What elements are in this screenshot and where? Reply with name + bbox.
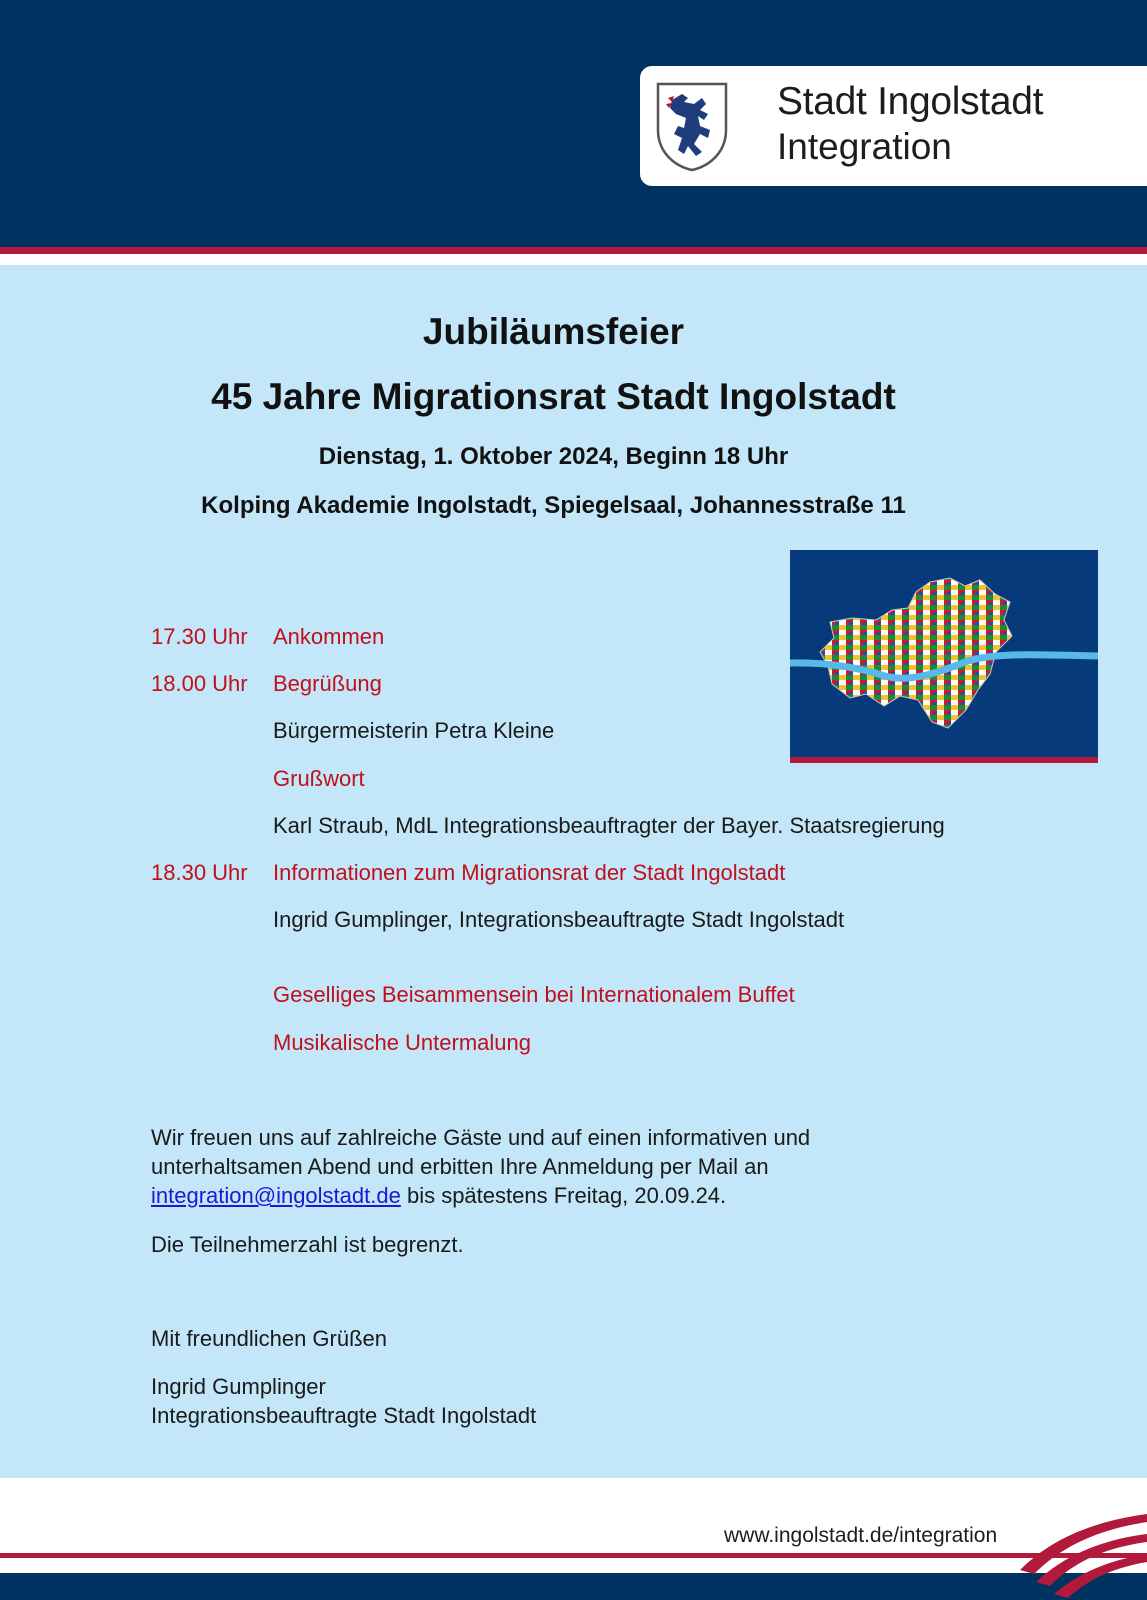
participant-limit-note: Die Teilnehmerzahl ist begrenzt. — [151, 1232, 464, 1257]
flag-map-illustration — [790, 550, 1098, 757]
program-time: 18.30 Uhr — [151, 860, 248, 885]
image-red-stripe — [790, 757, 1098, 763]
event-venue: Kolping Akademie Ingolstadt, Spiegelsaal, Johannesstraße 11 — [201, 492, 906, 519]
footer-navy-bar — [0, 1573, 1147, 1600]
program-time: 18.00 Uhr — [151, 671, 248, 696]
signatory-block — [151, 1372, 536, 1430]
city-logo — [640, 66, 1147, 186]
flag-map-image — [790, 550, 1098, 757]
header-red-stripe — [0, 247, 1147, 254]
program-item: Begrüßung — [273, 671, 382, 696]
signatory-role: Integrationsbeauftragte Stadt Ingolstadt — [151, 1403, 537, 1428]
event-date: Dienstag, 1. Oktober 2024, Beginn 18 Uhr — [318, 443, 789, 470]
program-speaker: Ingrid Gumplinger, Integrationsbeauftragte Stadt Ingolstadt — [273, 907, 845, 932]
program-item: Geselliges Beisammensein bei Internationalem Buffet — [273, 982, 795, 1007]
program-item: Grußwort — [273, 766, 365, 791]
program-item: Musikalische Untermalung — [273, 1030, 531, 1055]
event-title: Jubiläumsfeier — [422, 311, 685, 352]
panther-crest-icon — [654, 80, 730, 172]
closing-greeting: Mit freundlichen Grüßen — [151, 1326, 387, 1351]
header-bar — [0, 0, 1147, 247]
invitation-line — [151, 1181, 810, 1210]
invitation-line: Wir freuen uns auf zahlreiche Gäste und auf einen informativen und — [151, 1125, 811, 1150]
invitation-line: unterhaltsamen Abend und erbitten Ihre Anmeldung per Mail an — [151, 1154, 769, 1179]
deadline-text: bis spätestens Freitag, 20.09.24. — [400, 1183, 727, 1208]
event-subtitle: 45 Jahre Migrationsrat Stadt Ingolstadt — [211, 376, 896, 417]
program-speaker: Bürgermeisterin Petra Kleine — [273, 718, 555, 743]
email-link[interactable]: integration@ingolstadt.de — [151, 1183, 401, 1208]
invitation-paragraph — [151, 1123, 810, 1210]
program-item: Informationen zum Migrationsrat der Stadt Ingolstadt — [273, 860, 786, 885]
program-speaker: Karl Straub, MdL Integrationsbeauftragter der Bayer. Staatsregierung — [273, 813, 945, 838]
footer-url[interactable]: www.ingolstadt.de/integration — [724, 1524, 998, 1547]
signatory-name: Ingrid Gumplinger — [151, 1374, 326, 1399]
org-name: Stadt Ingolstadt — [777, 80, 1044, 123]
brand-swoosh-icon — [1000, 1500, 1147, 1600]
department-name: Integration — [777, 126, 952, 167]
header-white-gap — [0, 254, 1147, 265]
program-item: Ankommen — [273, 624, 385, 649]
footer-red-stripe — [0, 1553, 1147, 1558]
program-time: 17.30 Uhr — [151, 624, 248, 649]
